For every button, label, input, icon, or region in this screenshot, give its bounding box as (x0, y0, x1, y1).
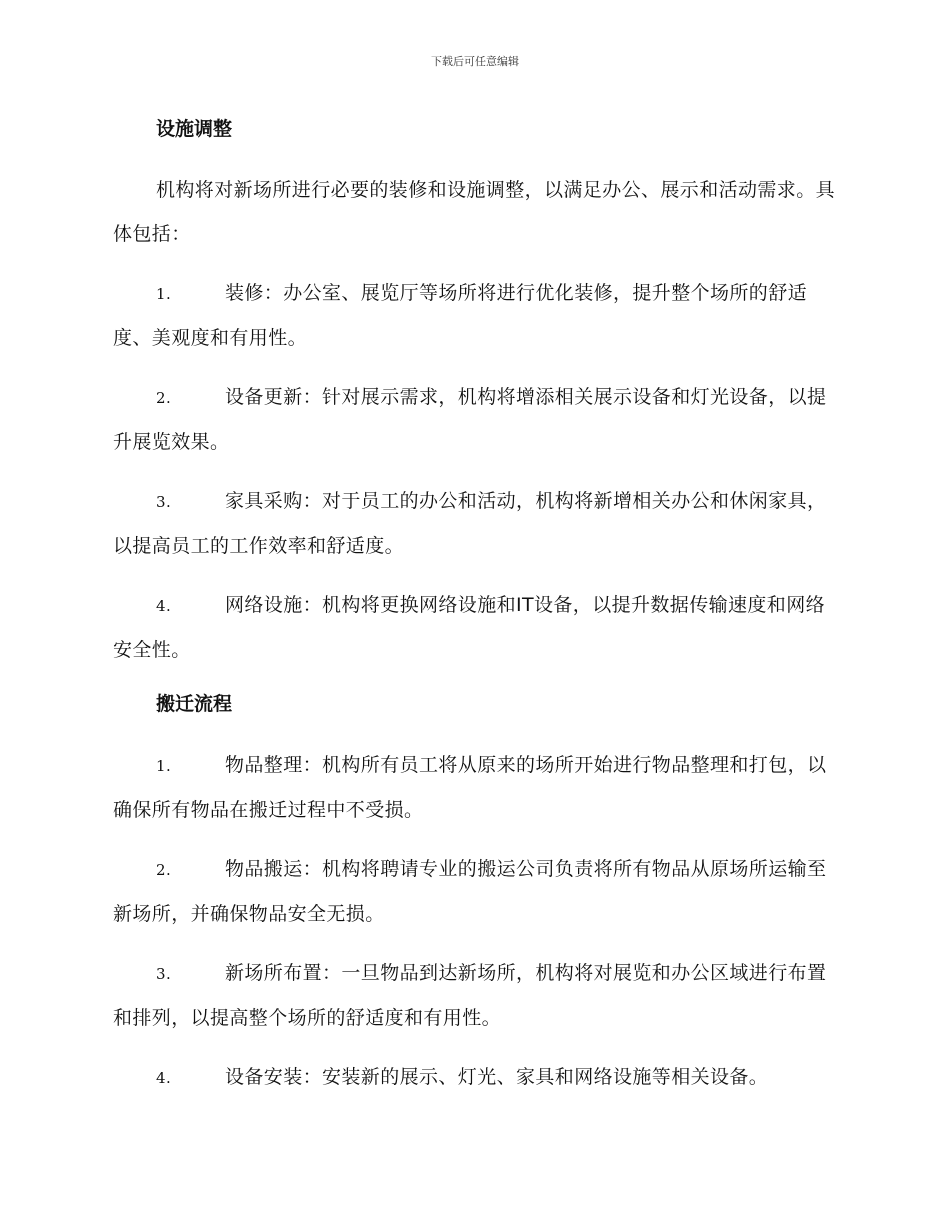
list-item-number: 3. (156, 965, 172, 983)
list-item (113, 583, 837, 672)
list-item-text: 设备安装：安装新的展示、灯光、家具和网络设施等相关设备。 (225, 1066, 769, 1088)
section-intro-paragraph: 机构将对新场所进行必要的装修和设施调整，以满足办公、展示和活动需求。具体包括： (113, 179, 836, 245)
list-item-text: 网络设施：机构将更换网络设施和IT设备，以提升数据传输速度和网络安全性。 (113, 594, 826, 661)
list-item-number: 4. (156, 1069, 172, 1087)
list-item-number: 4. (156, 597, 172, 615)
list-item (113, 1055, 837, 1100)
list-item (113, 271, 837, 360)
list-item-number: 1. (156, 285, 172, 303)
list-item-number: 2. (156, 861, 172, 879)
page-header: 下载后可任意编辑 (431, 55, 519, 68)
list-item (113, 951, 837, 1040)
list-item-text: 家具采购：对于员工的办公和活动，机构将新增相关办公和休闲家具，以提高员工的工作效率和舒适度。 (113, 490, 827, 557)
list-item-number: 1. (156, 757, 172, 775)
list-item (113, 479, 837, 568)
document-body (113, 112, 837, 1115)
section-heading-relocation-process: 搬迁流程 (156, 693, 233, 715)
section-heading-facility-adjustment: 设施调整 (156, 118, 233, 140)
list-item-text: 物品搬运：机构将聘请专业的搬运公司负责将所有物品从原场所运输至新场所，并确保物品安全无损。 (113, 858, 827, 925)
list-item (113, 847, 837, 936)
list-item (113, 743, 837, 832)
list-item-text: 新场所布置：一旦物品到达新场所，机构将对展览和办公区域进行布置和排列，以提高整个场所的舒适度和有用性。 (113, 962, 827, 1029)
list-item-text: 装修：办公室、展览厅等场所将进行优化装修，提升整个场所的舒适度、美观度和有用性。 (113, 282, 808, 349)
list-item-number: 2. (156, 389, 172, 407)
list-item-text: 设备更新：针对展示需求，机构将增添相关展示设备和灯光设备，以提升展览效果。 (113, 386, 827, 453)
list-item (113, 375, 837, 464)
list-item-number: 3. (156, 493, 172, 511)
list-item-text: 物品整理：机构所有员工将从原来的场所开始进行物品整理和打包，以确保所有物品在搬迁过程中不受损。 (113, 754, 827, 821)
